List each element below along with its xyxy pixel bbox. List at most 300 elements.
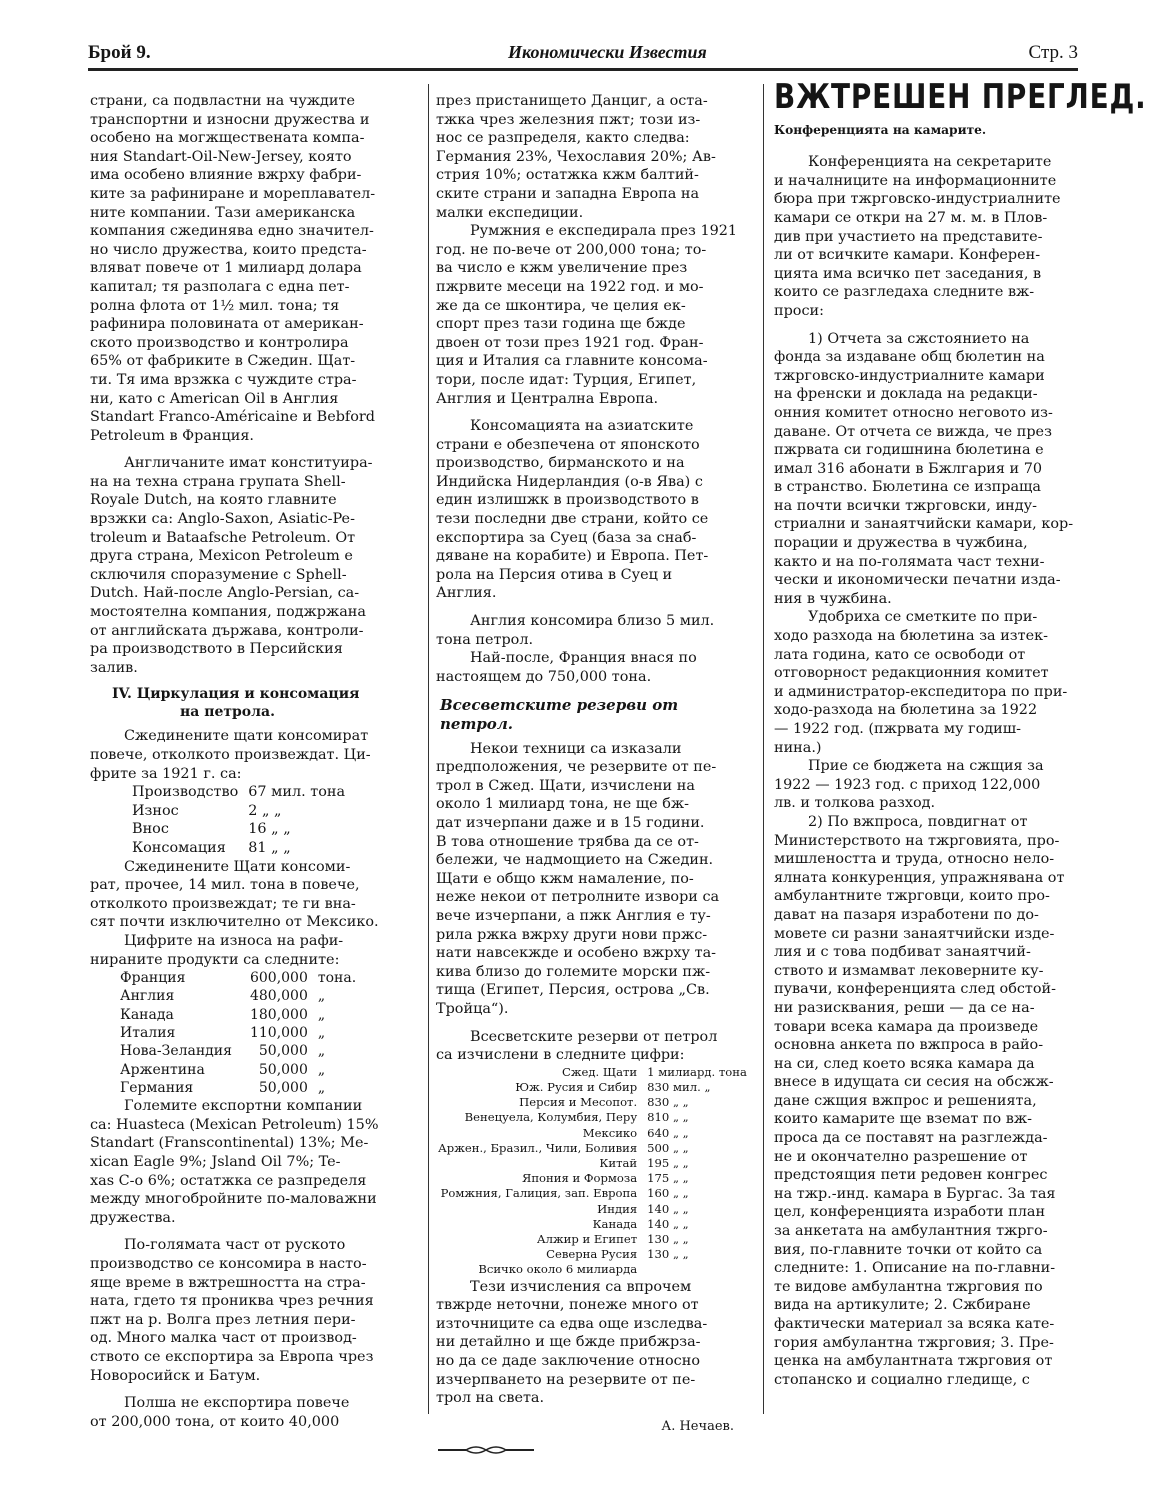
- text-line: Прие се бюджета на сжщия за: [808, 758, 1044, 775]
- text-line: ва число е кжм увеличение през: [436, 260, 688, 277]
- table-row: [120, 1024, 356, 1042]
- table-cell-region: Алжир и Египет: [536, 1231, 638, 1246]
- text-line: ти. Тя има врзжка с чуждите стра-: [90, 371, 357, 388]
- text-line: неже некои от петролните извори са: [436, 889, 720, 906]
- table-row: [120, 987, 356, 1005]
- newspaper-title: Икономически Известия: [508, 42, 707, 62]
- text-line: но число дружества, които предста-: [90, 241, 367, 258]
- text-line: особено на могжществената компа-: [90, 130, 365, 147]
- text-line: 2) По вжпроса, повдигнат от: [808, 813, 1028, 830]
- table-cell-region: Венецуела, Колумбия, Перу: [464, 1110, 638, 1125]
- table-row: [438, 1217, 747, 1232]
- text-line: за анкетата на амбулантния тжрго-: [774, 1223, 1048, 1240]
- text-line: Standart (Franscontinental) 13%; Me-: [90, 1135, 369, 1152]
- text-line: В това отношение трябва да се от-: [436, 833, 699, 850]
- text-line: ството и измамват лековерните ку-: [774, 962, 1044, 979]
- paragraph: [436, 1028, 754, 1065]
- text-line: залив.: [90, 659, 138, 676]
- table-cell-label: Износ: [132, 802, 179, 819]
- text-line: на френски и доклада на редакци-: [774, 386, 1038, 403]
- table-cell-value: 500 „ „: [647, 1140, 689, 1155]
- text-line: Dutch. Най-после Anglo-Persian, са-: [90, 585, 360, 602]
- table-cell-value: 830 мил. „: [647, 1079, 711, 1094]
- table-cell-value: 81 „ „: [248, 839, 291, 856]
- text-line: Сжединените щати консомират: [124, 728, 369, 745]
- text-line: бележи, че надмощието на Сжедин.: [436, 852, 714, 869]
- text-line: между многобройните по-маловажни: [90, 1191, 377, 1208]
- text-line: лата година, като се освободи от: [774, 646, 1026, 663]
- paragraph: [774, 757, 1086, 813]
- table-cell-region: Китай: [599, 1155, 638, 1170]
- text-line: Сжединените Щати консоми-: [124, 858, 351, 875]
- text-line: Удобриха се сметките по при-: [808, 609, 1038, 626]
- text-line: има особено влияние вжрху фабри-: [90, 167, 362, 184]
- text-line: твжрде неточни, понеже много от: [436, 1297, 699, 1314]
- text-line: рафинира половината от американ-: [90, 316, 364, 333]
- text-line: отколкото произвеждат; те ги вна-: [90, 895, 356, 912]
- text-line: компания сжединява едно значител-: [90, 223, 374, 240]
- text-line: и администратор-експедитора по при-: [774, 683, 1068, 700]
- text-line: 1922 — 1923 год. с приход 122,000: [774, 776, 1041, 793]
- text-line: вече изчерпани, а пжк Англия е ту-: [436, 907, 711, 924]
- table-cell-value: 830 „ „: [647, 1095, 689, 1110]
- table-cell-value: 1 милиард. тона: [647, 1064, 747, 1079]
- text-line: ценка на амбулантната тжрговия от: [774, 1353, 1053, 1370]
- table-cell-value: 50,000: [258, 1079, 308, 1096]
- text-line: които се разгледаха следните вж-: [774, 284, 1035, 301]
- table-row: [132, 820, 345, 839]
- table-cell-value: 140 „ „: [647, 1216, 689, 1231]
- column-divider-2: [763, 84, 764, 1414]
- production-table: [132, 783, 345, 857]
- table-cell-value: 640 „ „: [647, 1125, 689, 1140]
- text-line: пжрвата си годишнина бюлетина е: [774, 442, 1044, 459]
- paragraph: [90, 932, 412, 969]
- text-line: изчерпването на резервите от пе-: [436, 1371, 696, 1388]
- text-line: цията има всичко пет заседания, в: [774, 265, 1042, 282]
- text-line: Англия.: [436, 585, 497, 602]
- text-line: Индийска Нидерландия (о-в Ява) с: [436, 473, 703, 490]
- text-line: страни е обезпечена от японското: [436, 436, 700, 453]
- page-number: Стр. 3: [1028, 42, 1078, 63]
- text-line: ските страни и западна Европа на: [436, 185, 700, 202]
- table-cell-label: Консомация: [132, 839, 226, 856]
- text-line: ни детайлно и ще бжде прибжрза-: [436, 1334, 701, 1351]
- text-line: ролна флота от 1½ мил. тона; тя: [90, 297, 340, 314]
- table-cell-value: 160 „ „: [647, 1186, 689, 1201]
- text-line: Румжния е експедирала през 1921: [470, 223, 738, 240]
- text-line: ция и Италия са главните консома-: [436, 353, 708, 370]
- paragraph: [436, 649, 754, 686]
- table-row: [438, 1247, 747, 1262]
- table-row: [438, 1080, 747, 1095]
- text-line: вия, по-главните точки от който са: [774, 1241, 1043, 1258]
- text-line: од. Много малка част от производ-: [90, 1330, 357, 1347]
- text-line: ялната конкуренция, упражнявана от: [774, 869, 1065, 886]
- text-line: ра производството в Персийския: [90, 641, 343, 658]
- table-cell-region: Япония и Формоза: [521, 1171, 638, 1186]
- text-line: предположения, че резервите от пе-: [436, 759, 717, 776]
- paragraph: [774, 813, 1086, 1389]
- text-line: ското производство и контролира: [90, 334, 349, 351]
- subsection-heading: Конференцията на камарите.: [774, 122, 987, 137]
- table-cell-value: 2 „ „: [248, 802, 282, 819]
- ornament-divider: [436, 1444, 536, 1456]
- text-line: спорт през тази година ще бжде: [436, 316, 686, 333]
- table-cell-unit: „: [317, 1061, 326, 1078]
- text-line: но да се даде заключение относно: [436, 1352, 700, 1369]
- text-line: даване. От отчета се вижда, че през: [774, 423, 1052, 440]
- text-line: на на техна страна групата Shell-: [90, 473, 346, 490]
- text-line: не и окончателно разрешение от: [774, 1148, 1028, 1165]
- text-line: около 1 милиард тона, не ще бж-: [436, 796, 690, 813]
- table-row: [438, 1232, 747, 1247]
- text-line: на си, след което всяка камара да: [774, 1055, 1035, 1072]
- text-line: Щати е общо кжм намаление, по-: [436, 870, 694, 887]
- text-line: пувачи, конференцията след обстой-: [774, 981, 1057, 998]
- text-line: troleum и Bataafsche Petroleum. От: [90, 529, 356, 546]
- text-line: ли от всичките камари. Конферен-: [774, 247, 1041, 264]
- text-line: див при участието на представите-: [774, 228, 1043, 245]
- text-line: Некои техници са изказали: [470, 740, 682, 757]
- text-line: гория амбулантна тжрговия; 3. Пре-: [774, 1334, 1054, 1351]
- paragraph: [90, 454, 412, 677]
- text-line: транспортни и износни дружества и: [90, 111, 370, 128]
- section-heading-line-2: на петрола.: [180, 704, 275, 721]
- text-line: xas C-o 6%; остатжка се разпределя: [90, 1172, 367, 1189]
- table-cell-label: Внос: [132, 821, 169, 838]
- text-line: Германия 23%, Чехославия 20%; Ав-: [436, 148, 716, 165]
- table-cell-region: Всичко около 6 милиарда: [478, 1262, 638, 1277]
- text-line: тжка чрез железния пжт; този из-: [436, 111, 701, 128]
- table-row: [120, 1061, 356, 1079]
- text-line: мишлеността и труда, относно нело-: [774, 851, 1055, 868]
- text-line: от английската държава, контроли-: [90, 622, 364, 639]
- paragraph: [436, 612, 754, 649]
- text-line: ството се експортира за Европа чрез: [90, 1348, 374, 1365]
- text-line: камари се откри на 27 м. м. в Плов-: [774, 209, 1048, 226]
- text-line: Англичаните имат конституира-: [124, 455, 373, 472]
- text-line: стопанско и социално гледище, с: [774, 1371, 1030, 1388]
- table-cell-region: Канада: [592, 1216, 638, 1231]
- text-line: имал 316 абонати в Бжлгария и 70: [774, 460, 1043, 477]
- column-1: [90, 92, 412, 1431]
- text-line: ходо-разхода на бюлетина за 1922: [774, 702, 1038, 719]
- text-line: бюра при тжрговско-индустриалните: [774, 191, 1061, 208]
- text-line: сключиля споразумение с Sphell-: [90, 566, 347, 583]
- text-line: мовете си разни занаятчийски изде-: [774, 925, 1055, 942]
- paragraph: [774, 153, 1086, 320]
- paragraph: [90, 1097, 412, 1227]
- text-line: на тжр.-инд. камара в Бургас. За тая: [774, 1185, 1056, 1202]
- page-header: [88, 42, 1078, 66]
- text-line: вида на артикулите; 2. Сжбиране: [774, 1297, 1031, 1314]
- text-line: от 200,000 тона, от които 40,000: [90, 1413, 340, 1430]
- text-line: Всесветските резерви от петрол: [470, 1028, 718, 1045]
- text-line: дат изчерпани даже и в 15 години.: [436, 814, 705, 831]
- table-row: [438, 1141, 747, 1156]
- text-line: Англия и Централна Европа.: [436, 390, 659, 407]
- text-line: рила ржка вжрху други нови пржс-: [436, 926, 708, 943]
- column-2: [436, 92, 754, 1462]
- table-row: [132, 839, 345, 858]
- text-line: Новоросийск и Батум.: [90, 1367, 261, 1384]
- table-cell-country: Нова-Зеландия: [120, 1043, 232, 1060]
- text-line: Най-после, Франция внася по: [470, 650, 697, 667]
- table-cell-region: Мексико: [582, 1125, 638, 1140]
- paragraph: [436, 222, 754, 408]
- text-line: стрия 10%; остатжка кжм балтий-: [436, 167, 699, 184]
- text-line: източниците са едва още изследва-: [436, 1315, 708, 1332]
- text-line: Тези изчисления са впрочем: [470, 1278, 692, 1295]
- table-cell-value: 195 „ „: [647, 1155, 689, 1170]
- table-cell-country: Аржентина: [120, 1061, 205, 1078]
- paragraph: [774, 330, 1086, 609]
- text-line: ходо разхода на бюлетина за изтек-: [774, 628, 1048, 645]
- text-line: страни, са подвластни на чуждите: [90, 93, 355, 109]
- text-line: пжрвите месеци на 1922 год. и мо-: [436, 278, 704, 295]
- table-cell-value: 50,000: [258, 1043, 308, 1060]
- text-line: Royale Dutch, на която главните: [90, 492, 337, 509]
- text-line: друга страна, Mexicon Petroleum е: [90, 548, 353, 565]
- text-line: са изчислени в следните цифри:: [436, 1047, 685, 1064]
- text-line: Консомацията на азиатските: [470, 418, 694, 435]
- text-line: фонда за издаване общ бюлетин на: [774, 349, 1045, 366]
- table-cell-region: Ромжния, Галиция, зап. Европа: [440, 1186, 638, 1201]
- table-cell-value: 67 мил. тона: [248, 784, 346, 801]
- text-line: xican Eagle 9%; Jsland Oil 7%; Te-: [90, 1153, 341, 1170]
- text-line: през пристанището Данциг, а оста-: [436, 93, 708, 109]
- text-line: отговорност редакционния комитет: [774, 665, 1049, 682]
- table-cell-unit: „: [317, 988, 326, 1005]
- table-cell-region: Северна Русия: [546, 1247, 638, 1262]
- table-cell-region: Персия и Месопот.: [519, 1095, 638, 1110]
- text-line: Министерството на тжрговията, про-: [774, 832, 1060, 849]
- text-line: пжт на р. Волга през летния пери-: [90, 1311, 356, 1328]
- table-row: [120, 1042, 356, 1060]
- text-line: год. не по-вече от 200,000 тона; то-: [436, 241, 707, 258]
- text-line: трол на света.: [436, 1390, 545, 1407]
- paragraph: [436, 1278, 754, 1408]
- table-cell-unit: „: [317, 1079, 326, 1096]
- text-line: мостоятелна компания, поджржана: [90, 604, 366, 621]
- text-line: ната, гдето тя прониква чрез речния: [90, 1293, 374, 1310]
- text-line: порации и дружества в чужбина,: [774, 535, 1028, 552]
- table-cell-value: 600,000: [249, 970, 308, 987]
- text-line: сят почти изключително от Мексико.: [90, 914, 379, 931]
- text-line: нина.): [774, 739, 822, 756]
- text-line: Големите експортни компании: [124, 1098, 363, 1115]
- text-line: са: Huasteca (Mexican Petroleum) 15%: [90, 1116, 379, 1133]
- text-line: амбулантните тжрговци, които про-: [774, 888, 1050, 905]
- text-line: дружества.: [90, 1209, 176, 1226]
- text-line: врзжки са: Anglo-Saxon, Asiatic-Pe-: [90, 511, 355, 528]
- text-line: трол в Сжед. Щати, изчислени на: [436, 777, 695, 794]
- paragraph: [90, 1236, 412, 1385]
- table-cell-value: 130 „ „: [647, 1247, 689, 1262]
- table-row: [438, 1156, 747, 1171]
- table-cell-region: Юж. Русия и Сибир: [515, 1079, 638, 1094]
- text-line: По-голямата част от руското: [124, 1237, 346, 1254]
- table-cell-country: Канада: [120, 1006, 174, 1023]
- table-cell-region: Индия: [597, 1201, 638, 1216]
- text-line: нати навсекжде и особено вжрху та-: [436, 945, 717, 962]
- table-cell-unit: тона.: [317, 970, 357, 987]
- text-line: малки експедиции.: [436, 204, 584, 221]
- column-divider-1: [428, 84, 429, 1414]
- paragraph: [90, 727, 412, 783]
- text-line: лия и с това подбиват занаятчий-: [774, 944, 1031, 961]
- table-row: [438, 1202, 747, 1217]
- table-cell-value: 175 „ „: [647, 1171, 689, 1186]
- column-3: [774, 77, 1147, 1389]
- text-line: же да се шконтира, че целия ек-: [436, 297, 686, 314]
- text-line: експортира за Суец (база за снаб-: [436, 529, 697, 546]
- text-line: нираните продукти са следните:: [90, 951, 340, 968]
- table-row: [120, 1079, 356, 1097]
- table-cell-label: Производство: [132, 784, 239, 801]
- table-cell-country: Италия: [120, 1025, 176, 1042]
- text-line: лв. и толкова разход.: [774, 795, 936, 812]
- table-cell-unit: „: [317, 1025, 326, 1042]
- text-line: фрите за 1921 г. са:: [90, 765, 242, 782]
- text-line: както и на по-голямата част техни-: [774, 553, 1045, 570]
- text-line: яще време в вжтрешността на стра-: [90, 1274, 366, 1291]
- text-line: дават на пазаря изработени по до-: [774, 906, 1039, 923]
- section-heading: Всесветските резерви от петрол.: [440, 696, 679, 733]
- text-line: тона петрол.: [436, 631, 534, 648]
- table-row: [120, 969, 356, 987]
- text-line: рат, прочее, 14 мил. тона в повече,: [90, 877, 360, 894]
- table-cell-value: [637, 1262, 747, 1277]
- text-line: предстоящия пети редовен конгрес: [774, 1167, 1048, 1184]
- table-row: [438, 1262, 747, 1277]
- table-row: [120, 1006, 356, 1024]
- text-line: на почти всички тжрговски, инду-: [774, 497, 1037, 514]
- table-cell-country: Англия: [120, 988, 175, 1005]
- text-line: ките за рафиниране и мореплавател-: [90, 185, 376, 202]
- table-row: [132, 783, 345, 802]
- text-line: настоящем до 750,000 тона.: [436, 668, 652, 685]
- text-line: Полша не експортира повече: [124, 1395, 350, 1412]
- text-line: онния комитет относно неговото из-: [774, 404, 1053, 421]
- table-row: [438, 1065, 747, 1080]
- text-line: чески и икономически печатни изда-: [774, 572, 1061, 589]
- text-line: ни, като с American Oil в Англия: [90, 390, 339, 407]
- text-line: проси:: [774, 302, 824, 319]
- paragraph: [436, 92, 754, 222]
- paragraph: [774, 608, 1086, 757]
- text-line: Petroleum в Франция.: [90, 427, 254, 444]
- exports-table: [120, 969, 356, 1097]
- table-cell-value: 110,000: [249, 1025, 308, 1042]
- text-line: тжрговско-индустриалните камари: [774, 367, 1045, 384]
- text-line: нос се разпределя, както следва:: [436, 130, 690, 147]
- text-line: които камарите ще вземат по вж-: [774, 1111, 1032, 1128]
- text-line: рола на Персия отива в Суец и: [436, 566, 673, 583]
- text-line: производство, бирманското и на: [436, 455, 685, 472]
- text-line: тези последни две страни, който се: [436, 511, 709, 528]
- text-line: фактически материал за всяка кате-: [774, 1316, 1055, 1332]
- table-row: [438, 1095, 747, 1110]
- table-cell-value: 130 „ „: [647, 1231, 689, 1246]
- paragraph: [90, 92, 412, 445]
- text-line: дане сжщия вжпрос и решенията,: [774, 1092, 1037, 1109]
- text-line: следните: 1. Описание на по-главни-: [774, 1260, 1056, 1277]
- table-cell-value: 50,000: [258, 1061, 308, 1078]
- text-line: ния Standart-Oil-New-Jersey, която: [90, 148, 352, 165]
- text-line: кива близо до големите морски пж-: [436, 963, 711, 980]
- text-line: и началниците на информационните: [774, 172, 1057, 189]
- section-heading: IV. Циркулация и консомация: [112, 686, 360, 703]
- text-line: един излишжк в производството в: [436, 492, 699, 509]
- table-cell-value: 180,000: [249, 1006, 308, 1023]
- table-cell-value: 810 „ „: [647, 1110, 689, 1125]
- table-cell-value: 16 „ „: [248, 821, 291, 838]
- table-cell-region: Сжед. Щати: [561, 1064, 638, 1079]
- text-line: Конференцията на секретарите: [808, 154, 1052, 171]
- text-line: основна анкета по вжпроса в райо-: [774, 1037, 1044, 1054]
- text-line: в странство. Бюлетина се изпраща: [774, 479, 1042, 496]
- text-line: Англия консомира близо 5 мил.: [470, 613, 715, 630]
- text-line: внесе в идущата си сесия на обсжж-: [774, 1074, 1054, 1091]
- text-line: стриални и занаятчийски камари, кор-: [774, 516, 1074, 533]
- text-line: двоен от този през 1921 год. Фран-: [436, 334, 704, 351]
- header-rule: [88, 68, 1078, 71]
- table-cell-unit: „: [317, 1006, 326, 1023]
- table-cell-region: Аржен., Бразил., Чили, Боливия: [438, 1140, 638, 1155]
- text-line: тища (Египет, Персия, острова „Св.: [436, 982, 710, 999]
- text-line: Цифрите на износа на рафи-: [124, 932, 344, 949]
- text-line: производство се консомира в насто-: [90, 1255, 367, 1272]
- text-line: — 1922 год. (пжрвата му годиш-: [774, 721, 1021, 737]
- text-line: повече, отколкото произвеждат. Ци-: [90, 747, 371, 763]
- text-line: 1) Отчета за сжстоянието на: [808, 330, 1030, 347]
- paragraph: [90, 858, 412, 932]
- paragraph: [436, 740, 754, 1019]
- table-row: [438, 1171, 747, 1186]
- section-title: ВЖТРЕШЕН ПРЕГЛЕД.: [774, 77, 1147, 117]
- text-line: цел, конференцията изработи план: [774, 1204, 1046, 1221]
- table-row: [438, 1126, 747, 1141]
- text-line: проса да се поставят на разглежда-: [774, 1130, 1048, 1147]
- issue-number: Брой 9.: [88, 42, 151, 63]
- author-signature: А. Нечаев.: [661, 1418, 734, 1434]
- text-line: ния в чужбина.: [774, 590, 892, 607]
- table-cell-country: Франция: [120, 970, 186, 987]
- table-cell-unit: „: [317, 1043, 326, 1060]
- text-line: товари всека камара да произведе: [774, 1018, 1039, 1035]
- text-line: капитал; тя разполага с една пет-: [90, 278, 350, 295]
- table-row: [438, 1186, 747, 1201]
- table-row: [132, 802, 345, 821]
- table-cell-country: Германия: [120, 1079, 194, 1096]
- paragraph: [90, 1394, 412, 1431]
- text-line: тори, после идат: Турция, Египет,: [436, 371, 697, 388]
- reserves-table: [438, 1065, 747, 1278]
- text-line: ните компании. Тази американска: [90, 204, 356, 221]
- text-line: Тройца“).: [436, 1000, 509, 1017]
- text-line: дяване на корабите) и Европа. Пет-: [436, 548, 709, 565]
- text-line: 65% от фабриките в Сжедин. Щат-: [90, 353, 356, 370]
- text-line: Standart Franco-Américaine и Bebford: [90, 409, 376, 426]
- text-line: те видове амбулантна тжрговия по: [774, 1278, 1043, 1295]
- table-row: [438, 1110, 747, 1125]
- text-line: ни разисквания, реши — да се на-: [774, 999, 1035, 1016]
- text-line: вляват повече от 1 милиард долара: [90, 260, 362, 277]
- paragraph: [436, 417, 754, 603]
- table-cell-value: 140 „ „: [647, 1201, 689, 1216]
